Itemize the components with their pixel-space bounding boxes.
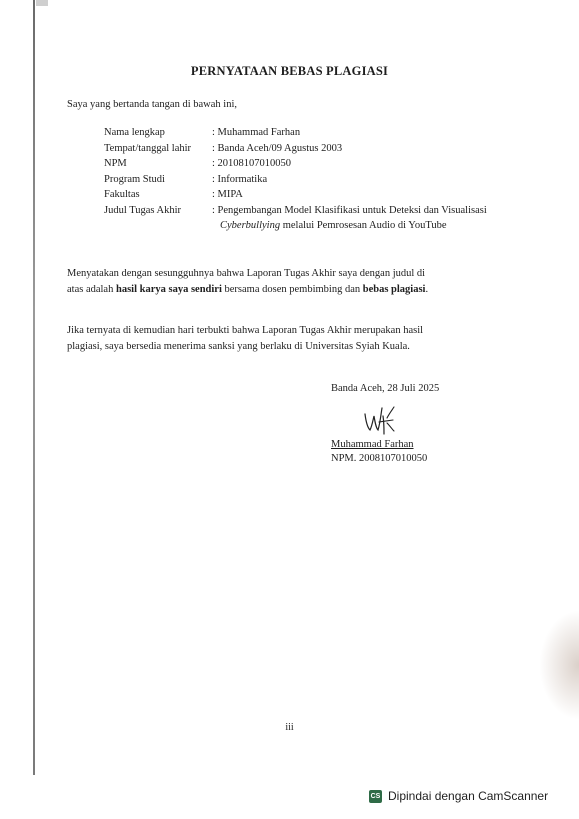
birth-label: Tempat/tanggal lahir (104, 142, 192, 154)
identity-row-birth (104, 141, 487, 157)
intro-text: Saya yang bertanda tangan di bawah ini, (67, 99, 237, 110)
signature-block (331, 382, 439, 466)
camscanner-label: Dipindai dengan CamScanner (388, 789, 549, 803)
page-number: iii (285, 722, 294, 733)
handwritten-signature (361, 404, 401, 438)
statement-paragraph (67, 266, 527, 297)
faculty-label: Fakultas (104, 189, 140, 200)
thesis-value-line2-rest: melalui Pemrosesan Audio di YouTube (280, 220, 447, 231)
sanction-paragraph (67, 323, 527, 354)
scan-left-edge (33, 0, 35, 775)
signatory-npm: NPM. 2008107010050 (331, 453, 428, 464)
name-value: : Muhammad Farhan (212, 127, 301, 138)
birth-value: : Banda Aceh/09 Agustus 2003 (212, 142, 343, 154)
npm-label: NPM (104, 158, 127, 169)
statement-text-c: . (425, 283, 429, 295)
thesis-value-line2 (212, 218, 487, 234)
statement-line2 (67, 282, 527, 298)
identity-row-thesis-cont (104, 218, 487, 234)
statement-line1: Menyatakan dengan sesungguhnya bahwa Laporan Tugas Akhir saya dengan judul di (67, 268, 426, 279)
statement-text-a: atas adalah (67, 283, 116, 295)
identity-table (104, 125, 487, 234)
identity-row-npm (104, 156, 487, 172)
camscanner-logo-icon: CS (369, 790, 382, 803)
thesis-label: Judul Tugas Akhir (104, 204, 182, 216)
sanction-line1: Jika ternyata di kemudian hari terbukti bahwa Laporan Tugas Akhir merupakan hasil (67, 325, 424, 336)
camscanner-watermark (369, 789, 548, 803)
prodi-label: Program Studi (104, 173, 165, 185)
document-title: PERNYATAAN BEBAS PLAGIASI (190, 64, 389, 78)
identity-row-name (104, 125, 487, 141)
faculty-value: : MIPA (212, 189, 243, 200)
thesis-italic-term: Cyberbullying (220, 220, 281, 231)
identity-row-faculty (104, 187, 487, 203)
statement-text-b: bersama dosen pembimbing dan (221, 283, 363, 295)
signatory-name: Muhammad Farhan (331, 439, 414, 450)
place-date: Banda Aceh, 28 Juli 2025 (331, 383, 440, 394)
identity-row-thesis (104, 203, 487, 219)
statement-bold-plagiarism-free: bebas plagiasi (362, 283, 426, 295)
prodi-value: : Informatika (212, 173, 268, 185)
name-label: Nama lengkap (104, 127, 165, 138)
scan-top-mark (36, 0, 48, 6)
npm-value: : 20108107010050 (212, 158, 292, 169)
thesis-label-spacer (104, 218, 212, 234)
statement-bold-own-work: hasil karya saya sendiri (115, 283, 222, 295)
sanction-line2: plagiasi, saya bersedia menerima sanksi yang berlaku di Universitas Syiah Kuala. (67, 340, 410, 352)
scan-shadow (539, 610, 579, 720)
thesis-value-line1: : Pengembangan Model Klasifikasi untuk Deteksi dan Visualisasi (212, 204, 487, 216)
identity-row-prodi (104, 172, 487, 188)
